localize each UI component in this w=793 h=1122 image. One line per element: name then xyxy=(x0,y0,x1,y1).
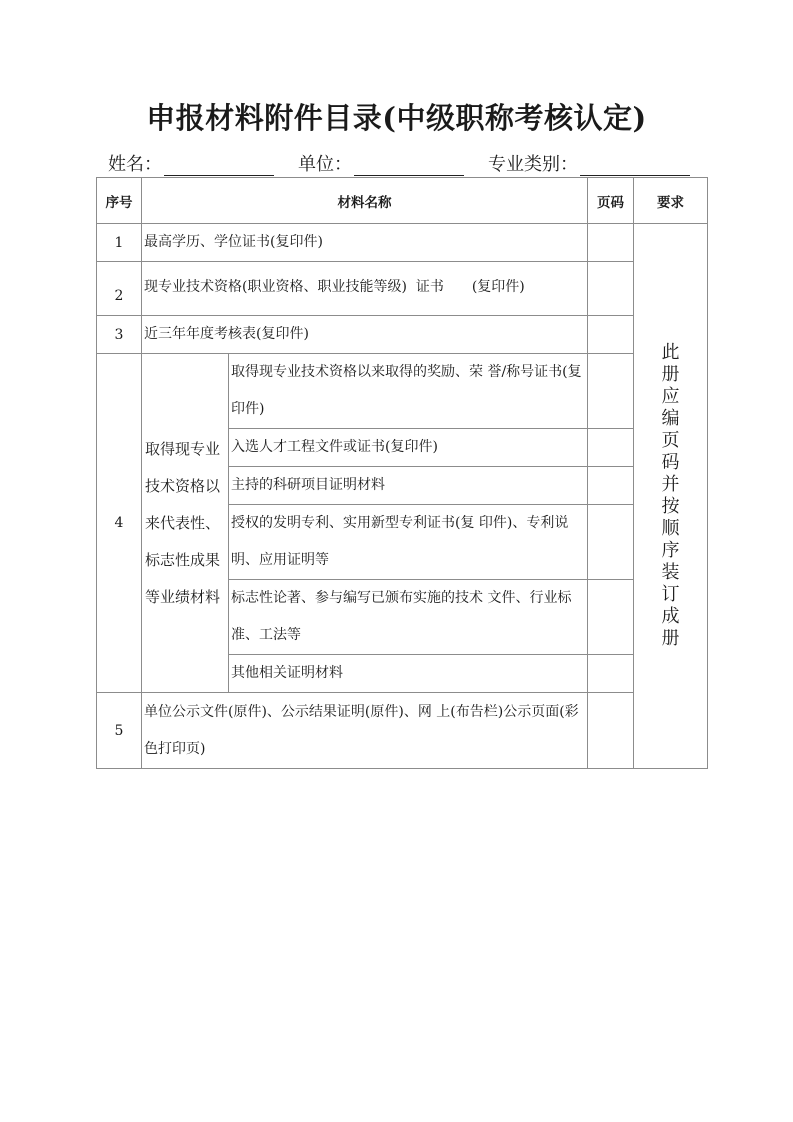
name-label: 姓名： xyxy=(108,154,162,175)
unit-blank xyxy=(354,155,464,176)
material-name: 近三年年度考核表(复印件) xyxy=(142,316,588,354)
page-title: 申报材料附件目录(中级职称考核认定) xyxy=(146,101,647,135)
major-label: 专业类别： xyxy=(488,154,578,175)
material-name: 标志性论著、参与编写已颁布实施的技术 文件、行业标准、工法等 xyxy=(229,580,588,655)
row-number: 3 xyxy=(97,316,142,354)
unit-field xyxy=(298,150,464,176)
page-cell xyxy=(588,262,634,316)
table-row xyxy=(97,316,708,354)
unit-label: 单位： xyxy=(298,154,352,175)
header-no: 序号 xyxy=(97,178,142,224)
page-cell xyxy=(588,429,634,467)
row-number: 5 xyxy=(97,693,142,769)
header-name: 材料名称 xyxy=(142,178,588,224)
material-group xyxy=(142,354,229,693)
page-cell xyxy=(588,505,634,580)
material-name: 取得现专业技术资格以来取得的奖励、荣 誉/称号证书(复印件) xyxy=(229,354,588,429)
major-field xyxy=(488,150,690,176)
table-row xyxy=(97,224,708,262)
table-row xyxy=(97,354,708,429)
row-number: 2 xyxy=(97,262,142,316)
row-number: 4 xyxy=(97,354,142,693)
requirement-cell xyxy=(634,224,708,769)
material-name: 现专业技术资格(职业资格、职业技能等级) 证书 (复印件) xyxy=(142,262,588,316)
material-name: 主持的科研项目证明材料 xyxy=(229,467,588,505)
page-cell xyxy=(588,580,634,655)
table-header-row xyxy=(97,178,708,224)
applicant-info xyxy=(108,150,708,180)
page-cell xyxy=(588,693,634,769)
material-name: 单位公示文件(原件)、公示结果证明(原件)、网 上(布告栏)公示页面(彩色打印页) xyxy=(142,693,588,769)
materials-table xyxy=(96,177,708,769)
page-cell xyxy=(588,224,634,262)
material-name: 其他相关证明材料 xyxy=(229,655,588,693)
material-name: 入选人才工程文件或证书(复印件) xyxy=(229,429,588,467)
name-field xyxy=(108,150,274,176)
page-cell xyxy=(588,655,634,693)
header-requirement: 要求 xyxy=(634,178,708,224)
material-name: 授权的发明专利、实用新型专利证书(复 印件)、专利说明、应用证明等 xyxy=(229,505,588,580)
row-number: 1 xyxy=(97,224,142,262)
name-blank xyxy=(164,155,274,176)
page-cell xyxy=(588,316,634,354)
table-row xyxy=(97,693,708,769)
requirement-text: 此册应编页码并按顺序装订成册 xyxy=(661,342,680,649)
major-blank xyxy=(580,155,690,176)
header-page: 页码 xyxy=(588,178,634,224)
page-cell xyxy=(588,354,634,429)
material-name: 最高学历、学位证书(复印件) xyxy=(142,224,588,262)
page-cell xyxy=(588,467,634,505)
material-group-text: 取得现专业技术资格以来代表性、标志性成果等业绩材料 xyxy=(145,439,221,606)
table-row xyxy=(97,262,708,316)
